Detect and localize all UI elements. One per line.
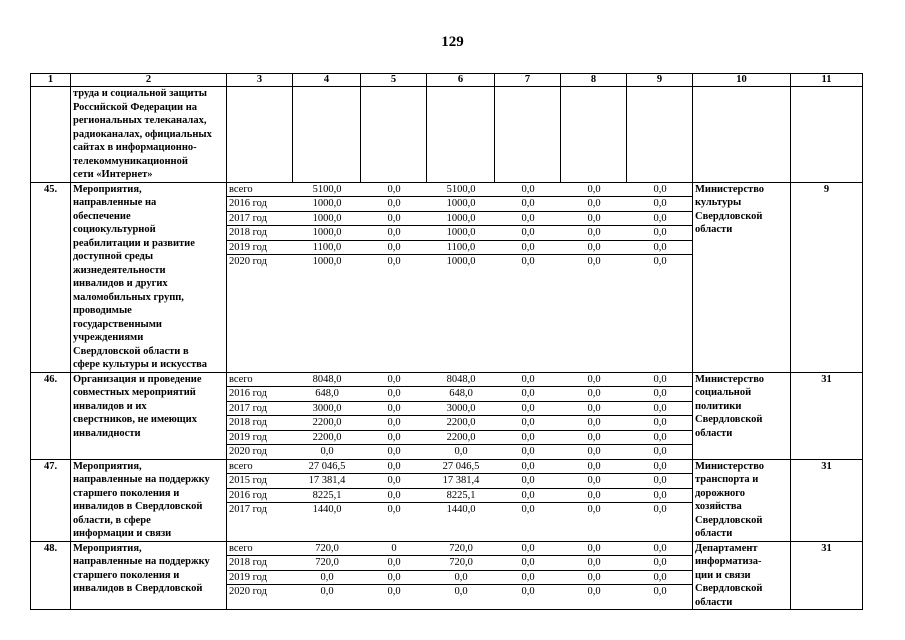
amount-cell: 0,0: [627, 488, 693, 503]
amount-cell: 2200,0: [293, 416, 361, 431]
amount-cell: 2200,0: [427, 416, 495, 431]
year-row: [227, 373, 693, 387]
amount-cell: 0,0: [627, 542, 693, 556]
amount-cell: 0,0: [387, 446, 401, 457]
amount-cell: 0,0: [495, 226, 561, 241]
year-row: [227, 542, 693, 556]
amount-cell: 5100,0: [427, 183, 495, 197]
amount-cell: 1000,0: [427, 226, 495, 241]
year-label: 2020 год: [229, 256, 267, 267]
amount-cell: 0,0: [495, 387, 561, 402]
description-line: обеспечение: [73, 210, 131, 222]
amount-cell: 0,0: [454, 586, 468, 597]
amount-cell: 0,0: [495, 211, 561, 226]
year-label: всего: [227, 460, 293, 474]
amount-cell: 0,0: [495, 240, 561, 255]
description-line: социокультурной: [73, 224, 156, 235]
year-row: [227, 460, 693, 474]
description-line: проводимые: [73, 305, 132, 316]
description-line: Организация и проведение: [73, 373, 202, 385]
executor-line: области: [695, 427, 733, 439]
continuation-row: [31, 87, 863, 183]
amount-cell: 0,0: [561, 570, 627, 585]
executor-line: Департамент: [695, 542, 758, 554]
column-header: 11: [791, 74, 863, 87]
description-line: учреждениями: [73, 332, 144, 343]
amount-cell: 0,0: [627, 240, 693, 255]
amount-cell: 27 046,5: [293, 460, 361, 474]
year-row: [227, 240, 693, 255]
amount-cell: 0,0: [361, 373, 427, 387]
description-line: совместных мероприятий: [73, 387, 196, 398]
year-label: 2019 год: [227, 570, 293, 585]
year-row: [227, 503, 693, 517]
amount-cell: 1000,0: [427, 211, 495, 226]
executor-line: Министерство: [695, 183, 765, 195]
amount-cell: 0,0: [653, 256, 667, 267]
column-header: 6: [427, 74, 495, 87]
amount-cell: 0,0: [561, 556, 627, 571]
description-line: реабилитации и развитие: [73, 237, 195, 249]
amount-cell: 0,0: [561, 211, 627, 226]
amount-cell: 0,0: [495, 542, 561, 556]
amount-cell: 8048,0: [293, 373, 361, 387]
executor-line: области: [695, 528, 733, 539]
executor-line: социальной: [695, 387, 752, 398]
description-line: информации и связи: [73, 528, 172, 539]
year-row: [227, 474, 693, 489]
amount-cell: 0,0: [561, 474, 627, 489]
amount-cell: 720,0: [293, 556, 361, 571]
description-line: Мероприятия,: [73, 542, 142, 554]
table-row: [31, 459, 863, 541]
amount-cell: 0,0: [521, 446, 535, 457]
amount-cell: 0,0: [561, 373, 627, 387]
amount-cell: 27 046,5: [427, 460, 495, 474]
executor-line: Свердловской: [695, 514, 763, 526]
amount-cell: 1000,0: [293, 197, 361, 212]
amount-cell: 0,0: [361, 211, 427, 226]
amount-cell: 0,0: [587, 446, 601, 457]
amount-cell: 2200,0: [427, 430, 495, 445]
amount-cell: 17 381,4: [293, 474, 361, 489]
executor-line: Министерство: [695, 373, 765, 385]
year-label: всего: [227, 542, 293, 556]
year-label: 2015 год: [227, 474, 293, 489]
amount-cell: 0,0: [587, 586, 601, 597]
column-header: 4: [293, 74, 361, 87]
row-description: [71, 459, 227, 541]
continuation-description: труда и социальной защиты Российской Федерации на региональных телеканалах, радиоканалах, официальных сайтах в информационно- телекоммуникационной сети «Интернет»: [71, 87, 227, 183]
amount-cell: 0,0: [387, 504, 401, 515]
executor-line: области: [695, 596, 733, 608]
year-row: [227, 226, 693, 241]
amount-cell: 2200,0: [293, 430, 361, 445]
amount-cell: 720,0: [427, 556, 495, 571]
amount-cell: 0,0: [627, 430, 693, 445]
amount-cell: 0,0: [361, 197, 427, 212]
executor-line: ции и связи: [695, 569, 751, 581]
amount-cell: 0,0: [495, 570, 561, 585]
amount-cell: 0,0: [361, 474, 427, 489]
description-line: инвалидов в Свердловской: [73, 501, 203, 512]
amount-cell: 0,0: [361, 570, 427, 585]
row-number: 45.: [31, 182, 71, 372]
column-header: 8: [561, 74, 627, 87]
amount-cell: 0,0: [454, 446, 468, 457]
year-label: 2016 год: [227, 488, 293, 503]
amount-cell: 1100,0: [427, 240, 495, 255]
year-label: 2018 год: [227, 416, 293, 431]
amount-cell: 8048,0: [427, 373, 495, 387]
executor-line: транспорта и: [695, 474, 759, 485]
executor-line: Свердловской: [695, 210, 763, 222]
amount-cell: 0,0: [627, 211, 693, 226]
executor-line: Министерство: [695, 460, 765, 472]
description-line: направленные на поддержку: [73, 474, 210, 485]
amount-cell: 1100,0: [293, 240, 361, 255]
amount-cell: 0,0: [561, 488, 627, 503]
column-header: 9: [627, 74, 693, 87]
amount-cell: 1000,0: [293, 226, 361, 241]
amount-cell: 0,0: [561, 183, 627, 197]
amount-cell: 17 381,4: [427, 474, 495, 489]
header-row: [31, 74, 863, 87]
amount-cell: 0,0: [361, 416, 427, 431]
amount-cell: 1000,0: [312, 256, 342, 267]
year-subtable: [227, 183, 693, 269]
description-line: области, в сфере: [73, 514, 151, 526]
description-line: направленные на поддержку: [73, 556, 210, 567]
description-line: направленные на: [73, 197, 157, 208]
year-label: 2017 год: [227, 211, 293, 226]
amount-cell: 0,0: [521, 256, 535, 267]
amount-cell: 0,0: [627, 183, 693, 197]
executor-line: дорожного: [695, 487, 746, 499]
description-line: старшего поколения и: [73, 487, 180, 499]
amount-cell: 0,0: [495, 401, 561, 416]
description-line: доступной среды: [73, 251, 154, 262]
row-number: 48.: [31, 541, 71, 610]
amount-cell: 0,0: [361, 460, 427, 474]
year-breakdown: [227, 541, 693, 610]
amount-cell: 0,0: [587, 256, 601, 267]
amount-cell: 3000,0: [427, 401, 495, 416]
amount-cell: 0,0: [561, 460, 627, 474]
amount-cell: 0,0: [361, 226, 427, 241]
year-label: 2017 год: [227, 401, 293, 416]
executor-line: культуры: [695, 197, 742, 208]
year-label: 2018 год: [227, 556, 293, 571]
year-row: [227, 488, 693, 503]
year-row: [227, 387, 693, 402]
description-line: инвалидов в Свердловской: [73, 583, 203, 594]
amount-cell: 0,0: [653, 446, 667, 457]
year-label: 2016 год: [227, 387, 293, 402]
year-row: [227, 197, 693, 212]
amount-cell: 0,0: [561, 542, 627, 556]
description-line: инвалидов и других: [73, 278, 168, 289]
amount-cell: 0,0: [495, 460, 561, 474]
amount-cell: 5100,0: [293, 183, 361, 197]
amount-cell: 3000,0: [293, 401, 361, 416]
amount-cell: 0,0: [495, 373, 561, 387]
amount-cell: 0,0: [495, 488, 561, 503]
amount-cell: 648,0: [293, 387, 361, 402]
amount-cell: 0,0: [561, 240, 627, 255]
amount-cell: 0,0: [561, 197, 627, 212]
description-line: маломобильных групп,: [73, 291, 184, 303]
amount-cell: 0,0: [627, 460, 693, 474]
executor-line: хозяйства: [695, 501, 742, 512]
description-line: государственными: [73, 318, 162, 330]
row-executor: [693, 182, 791, 372]
amount-cell: 0,0: [521, 586, 535, 597]
amount-cell: 0,0: [361, 556, 427, 571]
amount-cell: 720,0: [293, 542, 361, 556]
year-subtable: [227, 373, 693, 459]
table-row: [31, 541, 863, 610]
amount-cell: 0,0: [627, 373, 693, 387]
amount-cell: 0,0: [627, 401, 693, 416]
row-description: [71, 372, 227, 459]
executor-line: области: [695, 224, 733, 235]
amount-cell: 0,0: [495, 197, 561, 212]
amount-cell: 720,0: [427, 542, 495, 556]
amount-cell: 0,0: [495, 430, 561, 445]
description-line: сверстников, не имеющих: [73, 414, 197, 425]
description-line: Мероприятия,: [73, 460, 142, 472]
column-header: 5: [361, 74, 427, 87]
amount-cell: 0,0: [627, 416, 693, 431]
amount-cell: 0,0: [320, 586, 334, 597]
executor-line: информатиза-: [695, 556, 762, 567]
year-label: 2016 год: [227, 197, 293, 212]
row-executor: [693, 459, 791, 541]
amount-cell: 0,0: [627, 226, 693, 241]
year-label: всего: [227, 373, 293, 387]
amount-cell: 0,0: [387, 256, 401, 267]
row-executor: [693, 372, 791, 459]
amount-cell: 1000,0: [427, 197, 495, 212]
year-row: [227, 445, 693, 459]
year-label: всего: [227, 183, 293, 197]
year-label: 2018 год: [227, 226, 293, 241]
year-breakdown: [227, 372, 693, 459]
amount-cell: 8225,1: [427, 488, 495, 503]
column-header: 3: [227, 74, 293, 87]
year-breakdown: [227, 459, 693, 541]
year-row: [227, 556, 693, 571]
year-label: 2017 год: [229, 504, 267, 515]
amount-cell: 0,0: [587, 504, 601, 515]
year-row: [227, 416, 693, 431]
year-breakdown: [227, 182, 693, 372]
row-executor: [693, 541, 791, 610]
year-row: [227, 401, 693, 416]
amount-cell: 0,0: [561, 401, 627, 416]
amount-cell: 0,0: [627, 556, 693, 571]
column-header: 2: [71, 74, 227, 87]
executor-line: Свердловской: [695, 414, 763, 425]
year-label: 2020 год: [229, 586, 267, 597]
amount-cell: 0,0: [495, 416, 561, 431]
description-line: Свердловской области в: [73, 345, 189, 357]
row-reference: 9: [791, 182, 863, 372]
amount-cell: 0,0: [521, 504, 535, 515]
amount-cell: 0,0: [627, 474, 693, 489]
description-line: старшего поколения и: [73, 569, 180, 581]
year-row: [227, 183, 693, 197]
amount-cell: 648,0: [427, 387, 495, 402]
amount-cell: 0,0: [361, 401, 427, 416]
row-description: [71, 541, 227, 610]
amount-cell: 0,0: [293, 570, 361, 585]
amount-cell: 0,0: [561, 226, 627, 241]
amount-cell: 0,0: [561, 387, 627, 402]
executor-line: Свердловской: [695, 583, 763, 594]
description-line: инвалидов и их: [73, 400, 147, 412]
amount-cell: 0,0: [361, 430, 427, 445]
amount-cell: 1440,0: [446, 504, 476, 515]
amount-cell: 0,0: [495, 183, 561, 197]
year-label: 2019 год: [227, 430, 293, 445]
program-table: [30, 73, 863, 610]
year-row: [227, 255, 693, 269]
description-line: инвалидности: [73, 427, 141, 439]
description-line: жизнедеятельности: [73, 264, 166, 276]
amount-cell: 0,0: [361, 387, 427, 402]
table-row: [31, 372, 863, 459]
amount-cell: 8225,1: [293, 488, 361, 503]
amount-cell: 0,0: [495, 556, 561, 571]
year-row: [227, 211, 693, 226]
row-reference: 31: [791, 372, 863, 459]
amount-cell: 0,0: [561, 416, 627, 431]
amount-cell: 0,0: [627, 197, 693, 212]
amount-cell: 0,0: [320, 446, 334, 457]
amount-cell: 0,0: [627, 570, 693, 585]
amount-cell: 0,0: [561, 430, 627, 445]
year-subtable: [227, 460, 693, 517]
row-number: 46.: [31, 372, 71, 459]
executor-line: политики: [695, 400, 742, 412]
year-label: 2019 год: [227, 240, 293, 255]
table-row: [31, 182, 863, 372]
amount-cell: 0,0: [653, 586, 667, 597]
row-reference: 31: [791, 459, 863, 541]
row-reference: 31: [791, 541, 863, 610]
page-number: 129: [441, 34, 464, 50]
row-number: 47.: [31, 459, 71, 541]
amount-cell: 0,0: [427, 570, 495, 585]
description-line: Мероприятия,: [73, 183, 142, 195]
amount-cell: 1000,0: [446, 256, 476, 267]
column-header: 10: [693, 74, 791, 87]
year-label: 2020 год: [229, 446, 267, 457]
amount-cell: 0,0: [627, 387, 693, 402]
amount-cell: 0,0: [361, 183, 427, 197]
amount-cell: 0,0: [361, 240, 427, 255]
column-header: 1: [31, 74, 71, 87]
year-row: [227, 570, 693, 585]
row-description: [71, 182, 227, 372]
amount-cell: 1000,0: [293, 211, 361, 226]
amount-cell: 0,0: [653, 504, 667, 515]
year-row: [227, 430, 693, 445]
amount-cell: 0: [361, 542, 427, 556]
amount-cell: 0,0: [387, 586, 401, 597]
amount-cell: 1440,0: [312, 504, 342, 515]
description-line: сфере культуры и искусства: [73, 359, 208, 370]
year-row: [227, 585, 693, 599]
amount-cell: 0,0: [495, 474, 561, 489]
amount-cell: 0,0: [361, 488, 427, 503]
year-subtable: [227, 542, 693, 599]
column-header: 7: [495, 74, 561, 87]
